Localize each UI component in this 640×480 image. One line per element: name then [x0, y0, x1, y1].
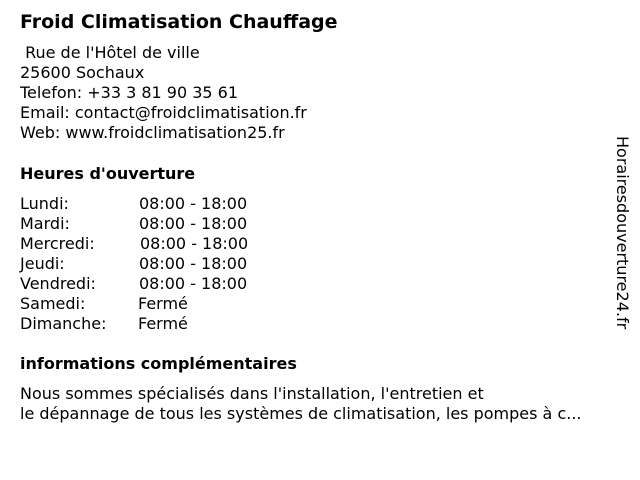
- opening-hours-table: [20, 194, 320, 334]
- hours-row-saturday: [20, 294, 320, 314]
- hours-row-sunday: [20, 314, 320, 334]
- hours-row-monday: [20, 194, 320, 214]
- info-line: Nous sommes spécialisés dans l'installation, l'entretien et: [20, 384, 484, 403]
- day-label: Samedi:: [20, 294, 86, 313]
- watermark-container: [612, 136, 632, 370]
- site-watermark: Horairesdouverture24.fr: [613, 136, 632, 330]
- hours-row-wednesday: [20, 234, 320, 254]
- hours-row-friday: [20, 274, 320, 294]
- hours-row-thursday: [20, 254, 320, 274]
- day-label: Vendredi:: [20, 274, 96, 293]
- day-hours: 08:00 - 18:00: [139, 254, 248, 273]
- day-hours: Fermé: [138, 314, 188, 333]
- info-line: le dépannage de tous les systèmes de climatisation, les pompes à c...: [20, 404, 582, 423]
- info-heading: informations complémentaires: [20, 354, 297, 373]
- day-label: Dimanche:: [20, 314, 107, 333]
- day-hours: 08:00 - 18:00: [140, 234, 249, 253]
- street-address: Rue de l'Hôtel de ville: [20, 43, 200, 62]
- day-hours: 08:00 - 18:00: [139, 194, 248, 213]
- day-hours: 08:00 - 18:00: [139, 214, 248, 233]
- address-block: [20, 43, 307, 143]
- email-address: Email: contact@froidclimatisation.fr: [20, 103, 307, 122]
- phone-number: Telefon: +33 3 81 90 35 61: [20, 83, 239, 102]
- day-label: Jeudi:: [20, 254, 65, 273]
- day-label: Mercredi:: [20, 234, 95, 253]
- city-postcode: 25600 Sochaux: [20, 63, 145, 82]
- business-name: Froid Climatisation Chauffage: [20, 11, 338, 33]
- hours-row-tuesday: [20, 214, 320, 234]
- day-hours: Fermé: [138, 294, 188, 313]
- day-hours: 08:00 - 18:00: [139, 274, 248, 293]
- info-description: [20, 384, 632, 424]
- opening-hours-heading: Heures d'ouverture: [20, 164, 196, 183]
- website: Web: www.froidclimatisation25.fr: [20, 123, 285, 142]
- day-label: Lundi:: [20, 194, 69, 213]
- day-label: Mardi:: [20, 214, 70, 233]
